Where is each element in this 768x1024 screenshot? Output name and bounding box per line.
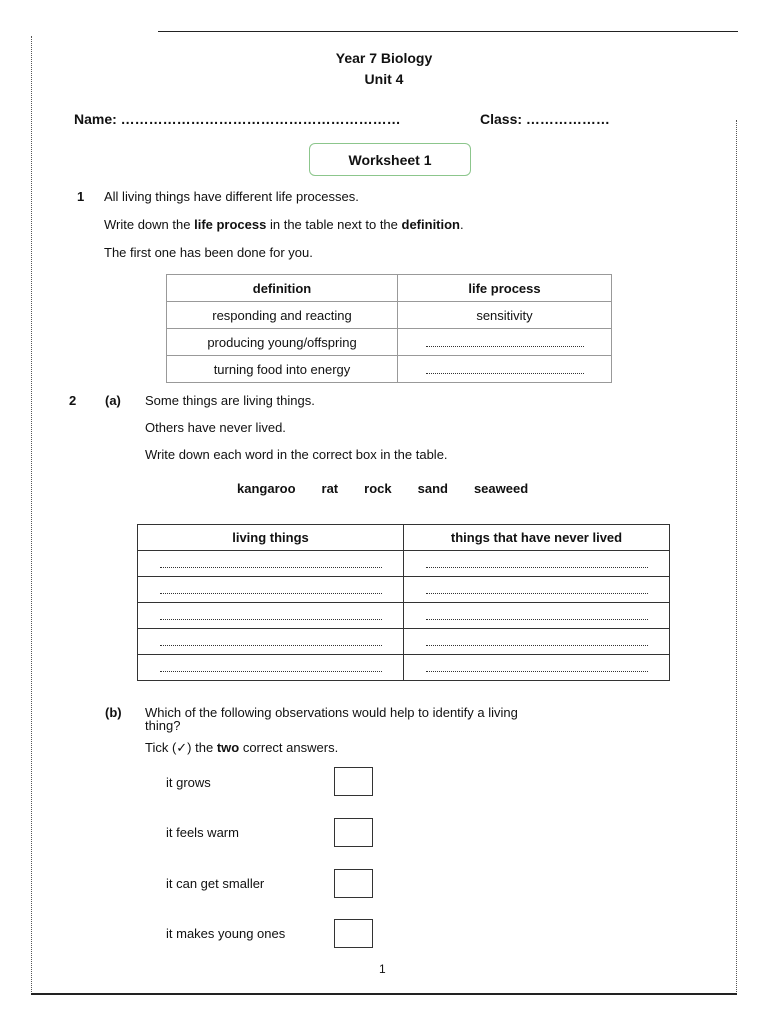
tick-box[interactable] <box>334 869 373 898</box>
page-title: Year 7 Biology <box>335 50 433 66</box>
answer-blank[interactable] <box>404 655 670 681</box>
answer-blank[interactable] <box>138 577 404 603</box>
question-1-number: 1 <box>77 189 85 204</box>
q1-line3: The first one has been done for you. <box>104 245 313 260</box>
table-header: living things <box>138 525 404 551</box>
word-item: sand <box>417 481 448 496</box>
table-row <box>167 302 612 329</box>
table-header: life process <box>398 275 612 302</box>
word-item: seaweed <box>473 481 529 496</box>
word-item: rock <box>364 481 392 496</box>
tick-box[interactable] <box>334 818 373 847</box>
question-2-number: 2 <box>69 393 77 408</box>
unit-title: Unit 4 <box>364 71 404 87</box>
answer-blank[interactable] <box>404 629 670 655</box>
q2b-line1: Which of the following observations would help to identify a living <box>145 705 518 720</box>
answer-blank[interactable] <box>138 655 404 681</box>
life-process-table <box>166 274 612 383</box>
table-row <box>167 356 612 383</box>
table-row <box>138 577 670 603</box>
q1-line1: All living things have different life processes. <box>104 189 359 204</box>
table-row <box>138 629 670 655</box>
answer-blank[interactable] <box>404 551 670 577</box>
page-frame-bottom <box>31 993 737 995</box>
table-row <box>138 551 670 577</box>
table-header: things that have never lived <box>404 525 670 551</box>
table-row <box>138 603 670 629</box>
answer-blank[interactable] <box>138 551 404 577</box>
word-item: kangaroo <box>237 481 296 496</box>
page-frame-left <box>31 36 32 994</box>
table-cell: responding and reacting <box>167 302 398 329</box>
q2a-line3: Write down each word in the correct box in the table. <box>145 447 448 462</box>
answer-blank[interactable] <box>398 356 612 383</box>
living-things-table <box>137 524 670 681</box>
page-number: 1 <box>379 962 386 976</box>
option-label: it grows <box>166 775 211 790</box>
word-bank <box>237 480 554 498</box>
table-row <box>167 329 612 356</box>
page-frame-right <box>736 120 737 994</box>
answer-blank[interactable] <box>404 603 670 629</box>
answer-blank[interactable] <box>138 603 404 629</box>
word-item: rat <box>321 481 339 496</box>
table-cell: producing young/offspring <box>167 329 398 356</box>
tick-box[interactable] <box>334 767 373 796</box>
table-header: definition <box>167 275 398 302</box>
q2a-line1: Some things are living things. <box>145 393 315 408</box>
option-label: it makes young ones <box>166 926 286 941</box>
table-cell: sensitivity <box>398 302 612 329</box>
worksheet-label: Worksheet 1 <box>309 143 471 176</box>
table-row <box>138 655 670 681</box>
table-cell: turning food into energy <box>167 356 398 383</box>
class-field[interactable]: Class: ……………… <box>480 111 610 127</box>
part-a-label: (a) <box>105 393 121 408</box>
answer-blank[interactable] <box>398 329 612 356</box>
q1-line2: Write down the life process in the table next to the definition. <box>104 217 464 232</box>
option-label: it can get smaller <box>166 876 265 891</box>
answer-blank[interactable] <box>404 577 670 603</box>
q2b-tick-instruction: Tick (✓) the two correct answers. <box>145 740 339 755</box>
option-label: it feels warm <box>166 825 239 840</box>
page-frame-top <box>158 31 738 32</box>
q2b-line2: thing? <box>145 718 181 733</box>
q2a-line2: Others have never lived. <box>145 420 286 435</box>
part-b-label: (b) <box>105 705 122 720</box>
answer-blank[interactable] <box>138 629 404 655</box>
tick-box[interactable] <box>334 919 373 948</box>
name-field[interactable]: Name: …………………………………………………… <box>74 111 401 127</box>
